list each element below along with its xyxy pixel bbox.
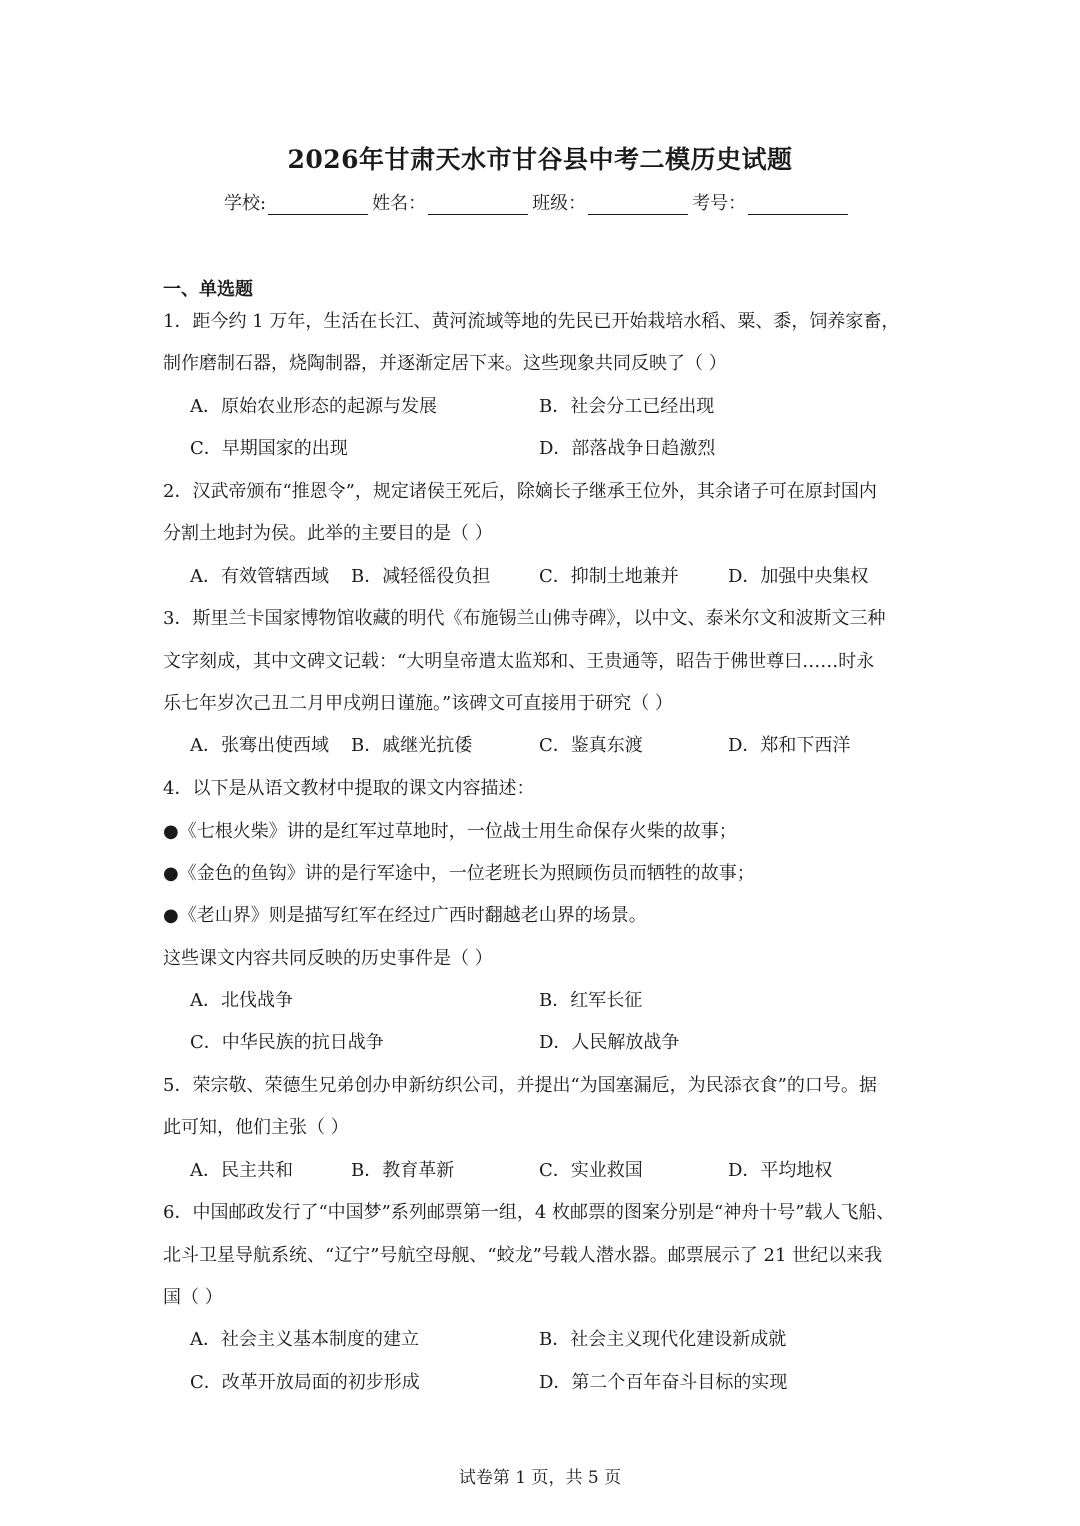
q1-line2: 制作磨制石器，烧陶制器，并逐渐定居下来。这些现象共同反映了（ ） bbox=[163, 353, 727, 374]
name-blank bbox=[428, 196, 528, 215]
q3-option-c: C．鉴真东渡 bbox=[539, 735, 643, 756]
q1-option-d: D．部落战争日趋激烈 bbox=[539, 438, 716, 459]
name-label: 姓名： bbox=[372, 193, 427, 214]
q2-option-a: A．有效管辖西域 bbox=[190, 566, 329, 587]
q2-line1: 2．汉武帝颁布“推恩令”，规定诸侯王死后，除嫡长子继承王位外，其余诸子可在原封国内 bbox=[163, 481, 877, 502]
q4-bullet3: ●《老山界》则是描写红军在经过广西时翻越老山界的场景。 bbox=[163, 905, 647, 926]
q2-option-b: B．减轻徭役负担 bbox=[351, 566, 491, 587]
q5-option-a: A．民主共和 bbox=[190, 1160, 293, 1181]
q2-option-c: C．抑制土地兼并 bbox=[539, 566, 679, 587]
q1-option-a: A．原始农业形态的起源与发展 bbox=[190, 396, 437, 417]
q6-option-d: D．第二个百年奋斗目标的实现 bbox=[539, 1372, 788, 1393]
q4-option-a: A．北伐战争 bbox=[190, 990, 293, 1011]
q3-line2: 文字刻成，其中文碑文记载：“大明皇帝遣太监郑和、王贵通等，昭告于佛世尊曰……时永 bbox=[163, 651, 875, 672]
q1-option-b: B．社会分工已经出现 bbox=[539, 396, 715, 417]
q5-line1: 5．荣宗敬、荣德生兄弟创办申新纺织公司，并提出“为国塞漏卮，为民添衣食”的口号。据 bbox=[163, 1075, 877, 1096]
number-blank bbox=[748, 196, 848, 215]
school-blank bbox=[268, 196, 368, 215]
q4-option-c: C．中华民族的抗日战争 bbox=[190, 1032, 384, 1053]
q4-bullet1: ●《七根火柴》讲的是红军过草地时，一位战士用生命保存火柴的故事； bbox=[163, 821, 737, 842]
q3-line3: 乐七年岁次己丑二月甲戌朔日谨施。”该碑文可直接用于研究（ ） bbox=[163, 693, 673, 714]
q5-option-b: B．教育革新 bbox=[351, 1160, 455, 1181]
q3-option-d: D．郑和下西洋 bbox=[728, 735, 851, 756]
q6-option-b: B．社会主义现代化建设新成就 bbox=[539, 1329, 787, 1350]
q5-option-c: C．实业救国 bbox=[539, 1160, 643, 1181]
page-title: 2026年甘肃天水市甘谷县中考二模历史试题 bbox=[287, 145, 793, 174]
q6-option-c: C．改革开放局面的初步形成 bbox=[190, 1372, 420, 1393]
q1-option-c: C．早期国家的出现 bbox=[190, 438, 348, 459]
q4-line2: 这些课文内容共同反映的历史事件是（ ） bbox=[163, 948, 493, 969]
class-blank bbox=[588, 196, 688, 215]
q6-line2: 北斗卫星导航系统、“辽宁”号航空母舰、“蛟龙”号载人潜水器。邮票展示了 21 世纪以来我 bbox=[163, 1245, 883, 1266]
q3-line1: 3．斯里兰卡国家博物馆收藏的明代《布施锡兰山佛寺碑》，以中文、泰米尔文和波斯文三种 bbox=[163, 608, 886, 629]
q6-option-a: A．社会主义基本制度的建立 bbox=[190, 1329, 419, 1350]
q4-bullet2: ●《金色的鱼钩》讲的是行军途中，一位老班长为照顾伤员而牺牲的故事； bbox=[163, 863, 755, 884]
q4-option-d: D．人民解放战争 bbox=[539, 1032, 680, 1053]
q6-line3: 国（ ） bbox=[163, 1287, 223, 1308]
q1-line1: 1．距今约 1 万年，生活在长江、黄河流域等地的先民已开始栽培水稻、粟、黍，饲养家畜， bbox=[163, 311, 900, 332]
q5-option-d: D．平均地权 bbox=[728, 1160, 833, 1181]
q4-option-b: B．红军长征 bbox=[539, 990, 643, 1011]
q5-line2: 此可知，他们主张（ ） bbox=[163, 1117, 349, 1138]
student-info-line bbox=[224, 189, 852, 215]
page-footer: 试卷第 1 页，共 5 页 bbox=[458, 1468, 622, 1488]
number-label: 考号： bbox=[692, 193, 747, 214]
section-title: 一、单选题 bbox=[163, 279, 253, 300]
q6-line1: 6．中国邮政发行了“中国梦”系列邮票第一组，4 枚邮票的图案分别是“神舟十号”载人飞船、 bbox=[163, 1202, 895, 1223]
q4-line1: 4．以下是从语文教材中提取的课文内容描述： bbox=[163, 778, 535, 799]
q2-line2: 分割土地封为侯。此举的主要目的是（ ） bbox=[163, 523, 493, 544]
class-label: 班级： bbox=[532, 193, 587, 214]
q3-option-a: A．张骞出使西域 bbox=[190, 735, 329, 756]
q2-option-d: D．加强中央集权 bbox=[728, 566, 869, 587]
q3-option-b: B．戚继光抗倭 bbox=[351, 735, 473, 756]
school-label: 学校: bbox=[224, 193, 267, 214]
